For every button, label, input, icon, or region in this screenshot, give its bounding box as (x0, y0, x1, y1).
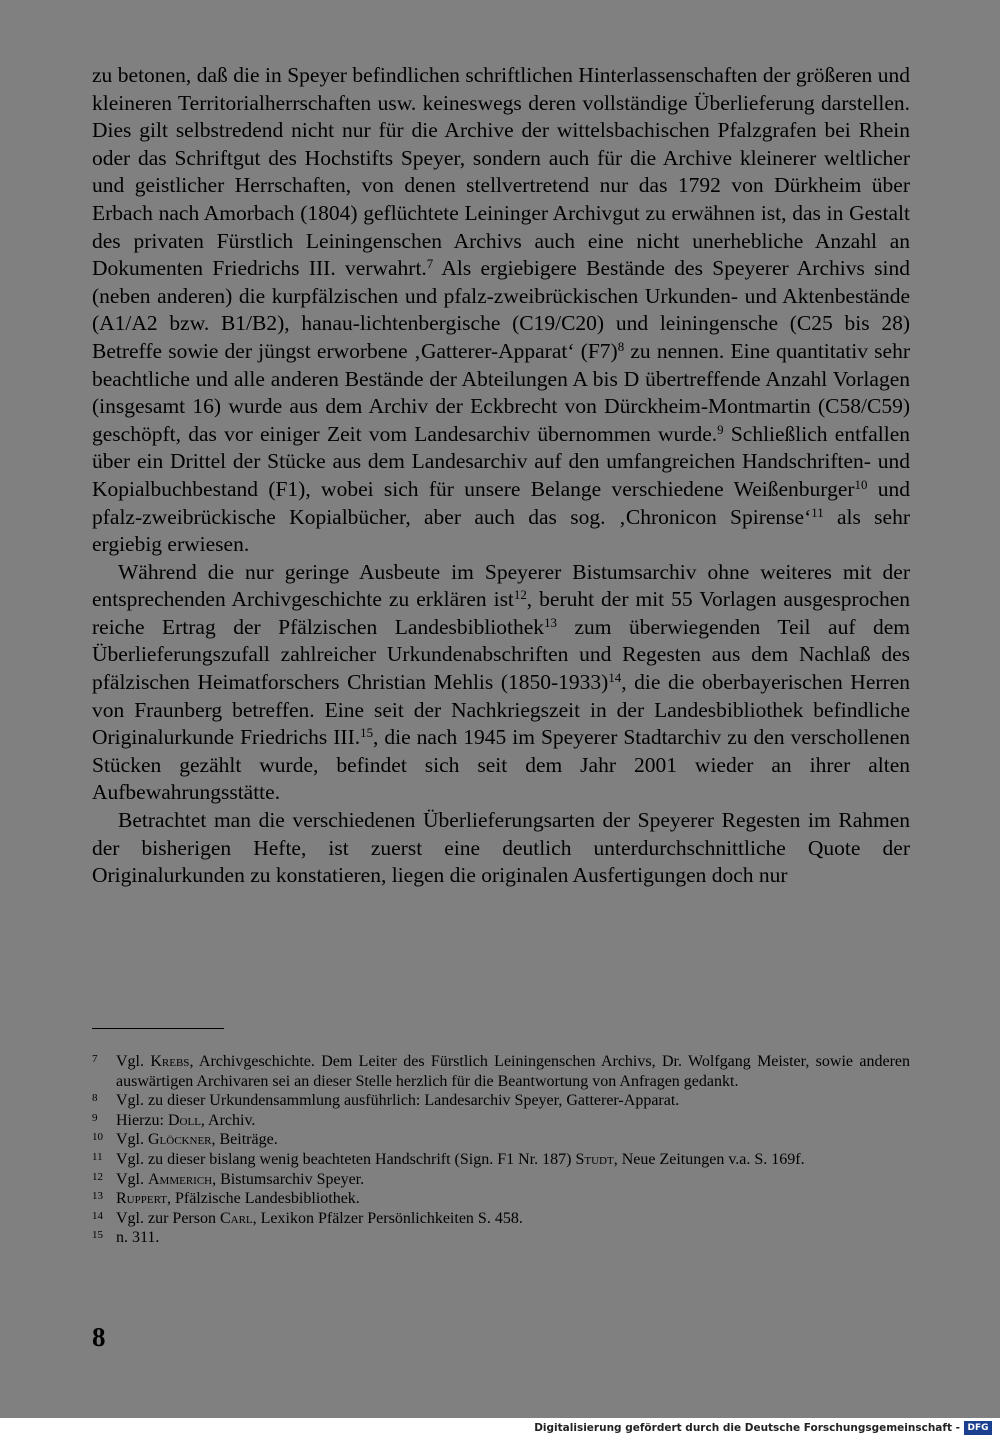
footnote: 12 Vgl. Ammerich, Bistumsarchiv Speyer. (92, 1170, 910, 1190)
footnote-number: 8 (92, 1092, 98, 1105)
paragraph-3: Betrachtet man die verschiedenen Überlieferungsarten der Speyerer Regesten im Rahmen der bisherigen Hefte, ist zuerst eine deutlich unterdurchschnittliche Quote der Originalurkunden zu konstatieren, liegen die originalen Ausfertigungen doch nur (92, 808, 910, 888)
footnote-author: Studt (575, 1150, 614, 1168)
footnote: 13 Ruppert, Pfälzische Landesbibliothek. (92, 1189, 910, 1209)
footnote-author: Ruppert (116, 1190, 167, 1208)
footnote: 8 Vgl. zu dieser Urkundensammlung ausführlich: Landesarchiv Speyer, Gatterer-Apparat. (92, 1091, 910, 1111)
footnote-ref: 11 (811, 505, 824, 520)
footnote-number: 7 (92, 1053, 98, 1065)
footnote-number: 14 (92, 1209, 103, 1222)
paragraph-2: Während die nur geringe Ausbeute im Speyerer Bistumsarchiv ohne weiteres mit der entsprechenden Archivgeschichte zu erklären ist$^{12}$, beruht der mit 55 Vorlagen ausgesprochen reiche Ertrag der Pfälzischen Landesbibliothek$^{13}$ zum überwiegenden Teil auf dem Überlieferungszufall zahlreicher Urkundenabschriften und Regesten aus dem Nachlaß des pfälzischen Heimatforschers Christian Mehlis (1850-1933)$^{14}$, die die oberbayerischen Herren von Fraunberg betreffen. Eine seit der Nachkriegszeit in der Landesbibliothek befindliche Originalurkunde Friedrichs III.$^{15}$, die nach 1945 im Speyerer Stadtarchiv zu den verschollenen Stücken gezählt wurde, befindet sich seit dem Jahr 2001 wieder an ihrer alten Aufbewahrungsstätte. (92, 559, 910, 805)
footnote-ref: 7 (426, 257, 434, 272)
footnote: 9 Hierzu: Doll, Archiv. (92, 1111, 910, 1131)
dfg-logo-icon: DFG (964, 1421, 992, 1435)
footnote-author: Ammerich (148, 1170, 213, 1188)
footnote-author: Glöckner (148, 1131, 212, 1149)
footnote-author: Doll (167, 1111, 201, 1129)
footnote-author: Krebs (150, 1053, 190, 1070)
footnotes (92, 1052, 910, 1248)
footnote-number: 11 (92, 1150, 103, 1163)
page-number: 8 (92, 1322, 106, 1352)
footnote-number: 9 (92, 1111, 98, 1124)
footnote-number: 15 (92, 1229, 103, 1242)
paragraph-1: zu betonen, daß die in Speyer befindlichen schriftlichen Hinterlassenschaften der größeren und kleineren Territorialherrschaften usw. keineswegs deren vollständige Überlieferung darstellen. Dies gilt selbstredend nicht nur für die Archive der wittelsbachischen Pfalzgrafen bei Rhein oder das Schriftgut des Hochstifts Speyer, sondern auch für die Archive kleinerer weltlicher und geistlicher Herrschaften, von denen stellvertretend nur das 1792 von Dürkheim über Erbach nach Amorbach (1804) geflüchtete Leininger Archivgut zu erwähnen ist, das in Gestalt des privaten Fürstlich Leiningenschen Archivs auch eine nicht unerhebliche Anzahl an Dokumenten Friedrichs III. verwahrt.$^7$ Als ergiebigere Bestände des Speyerer Archivs sind (neben anderen) die kurpfälzischen und pfalz-zweibrückischen Urkunden- und Aktenbestände (A1/A2 bzw. B1/B2), hanau-lichtenbergische (C19/C20) und leiningensche (C25 bis 28) Betreffe sowie der jüngst erworbene ‚Gatterer-Apparat‘ $(F7)^8$ zu nennen. Eine quantitativ sehr beachtliche und alle anderen Bestände der Abteilungen A bis D übertreffende Anzahl Vorlagen (insgesamt 16) wurde aus dem Archiv der Eckbrecht von Dürckheim-Montmartin (C58/C59) geschöpft, das vor einiger Zeit vom Landesarchiv übernommen wurde.$^9$ Schließlich entfallen über ein Drittel der Stücke aus dem Landesarchiv auf den umfangreichen Handschriften- und Kopialbuchbestand (F1), wobei sich für unsere Belange verschiedene Weißenburger$^{10}$ und pfalz-zweibrückische Kopialbücher, aber auch das sog. ‚Chronicon Spirense‘$^{11}$ als sehr ergiebig erwiesen. (92, 63, 911, 557)
footnote-number: 12 (92, 1170, 103, 1183)
footnote: 7 Vgl. Krebs, Archivgeschichte. Dem Leiter des Fürstlich Leiningenschen Archivs, Dr. Wolfgang Meister, sowie anderen auswärtigen Archivaren sei an dieser Stelle herzlich für die Beantwortung von Anfragen gedankt. (92, 1052, 910, 1091)
footnote: 14 Vgl. zur Person Carl, Lexikon Pfälzer Persönlichkeiten S. 458. (92, 1209, 910, 1229)
footnote-separator (92, 1028, 224, 1029)
footnote: 15 n. 311. (92, 1228, 910, 1248)
footnote-ref: 12 (513, 588, 527, 603)
funding-footer (0, 1418, 1000, 1439)
footnote-author: Carl (219, 1209, 253, 1227)
footnote-ref: 15 (360, 726, 374, 741)
footnote-ref: 8 (617, 339, 625, 354)
footnote-number: 10 (92, 1131, 103, 1144)
footnote: 11 Vgl. zu dieser bislang wenig beachteten Handschrift (Sign. F1 Nr. 187) Studt, Neue Zeitungen v.a. S. 169f. (92, 1150, 910, 1170)
footnote-ref: 13 (544, 615, 557, 630)
funding-notice: Digitalisierung gefördert durch die Deutsche Forschungsgemeinschaft - (534, 1422, 960, 1434)
footnote-ref: 14 (608, 670, 622, 685)
main-text (92, 62, 910, 890)
footnote-ref: 9 (717, 422, 724, 437)
footnote-number: 13 (92, 1190, 103, 1203)
footnote: 10 Vgl. Glöckner, Beiträge. (92, 1130, 910, 1150)
footnote-ref: 10 (854, 477, 868, 492)
